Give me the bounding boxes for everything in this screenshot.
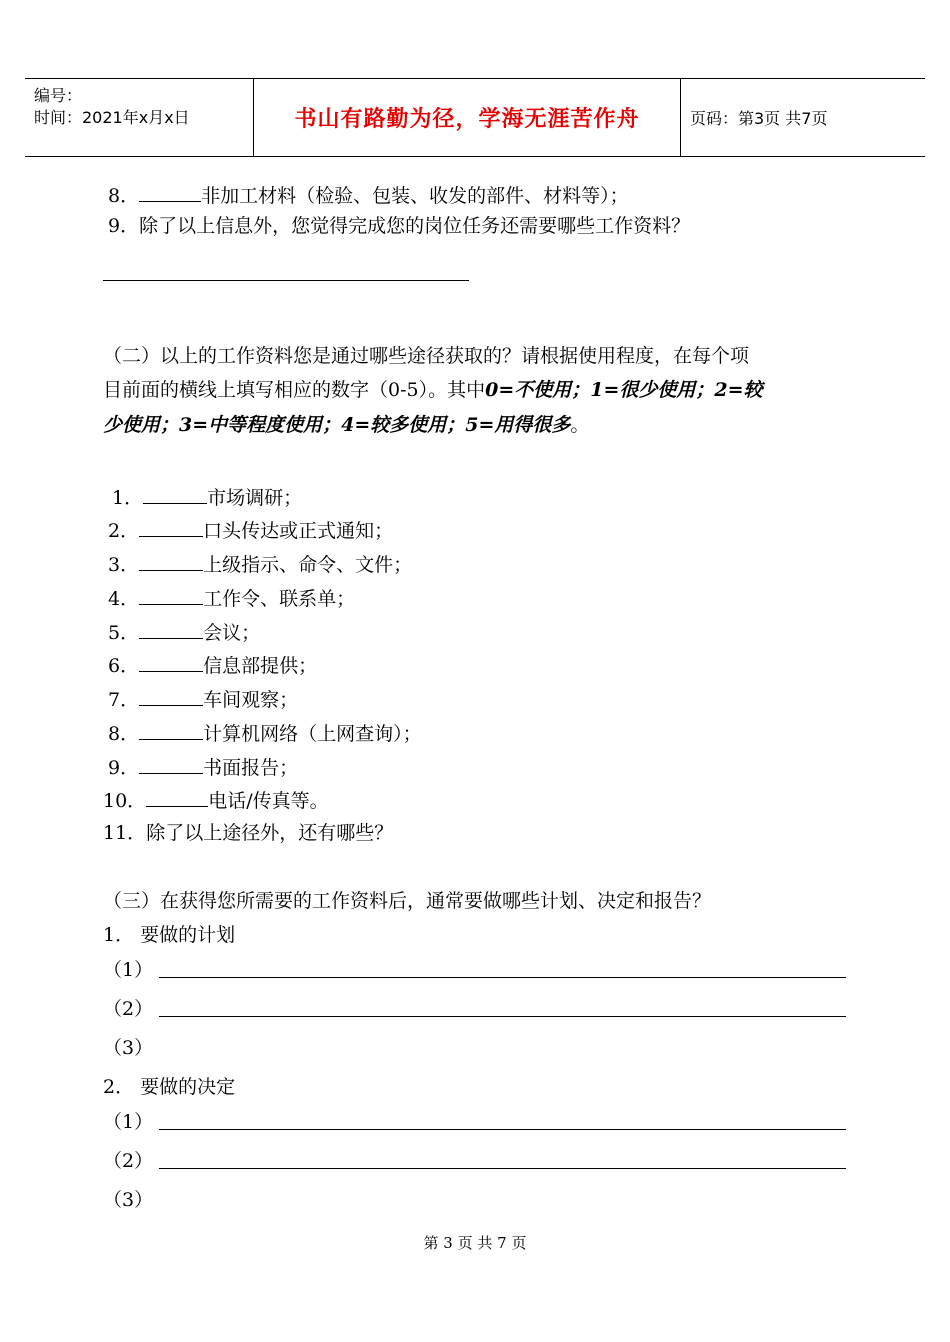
list-item	[103, 788, 329, 813]
section2-intro-line1: （二）以上的工作资料您是通过哪些途径获取的？请根据使用程度，在每个项	[103, 345, 750, 367]
item-number: 11．	[103, 822, 147, 844]
section3-intro: （三）在获得您所需要的工作资料后，通常要做哪些计划、决定和报告？	[103, 890, 712, 912]
item-number: 3．	[108, 554, 140, 576]
answer-blank[interactable]	[139, 721, 203, 740]
answer-blank[interactable]	[139, 552, 203, 571]
document-header	[25, 78, 925, 157]
answer-blank[interactable]	[139, 755, 203, 774]
sub-label: （2）	[103, 1150, 154, 1172]
item-text: 计算机网络（上网查询）；	[203, 723, 422, 745]
page-footer: 第 3 页 共 7 页	[423, 1234, 527, 1252]
item-number: 7．	[108, 689, 140, 711]
item-number: 9．	[108, 215, 140, 237]
item-number: 8．	[108, 185, 140, 207]
answer-blank[interactable]	[143, 485, 207, 504]
answer-blank[interactable]	[146, 788, 208, 807]
header-page-cell	[680, 79, 925, 156]
list-item	[112, 485, 302, 510]
answer-blank[interactable]	[139, 183, 201, 202]
item-text: 车间观察；	[203, 689, 299, 711]
plan-title: 1． 要做的计划	[103, 924, 236, 946]
item-number: 6．	[108, 655, 140, 677]
list-item	[108, 183, 629, 208]
item-text: 市场调研；	[207, 487, 303, 509]
time-label: 时间：2021年x月x日	[34, 108, 190, 127]
answer-blank[interactable]	[139, 518, 203, 537]
list-item	[108, 653, 317, 678]
item-text: 书面报告；	[203, 757, 299, 779]
sub-label: （2）	[103, 998, 154, 1020]
sub-label: （3）	[103, 1037, 154, 1059]
list-item	[103, 821, 393, 845]
item-number: 1．	[112, 487, 144, 509]
intro-plain: 目前面的横线上填写相应的数字（0-5）。其中	[103, 379, 486, 401]
section2-intro-line2	[103, 378, 763, 402]
scale-legend: 0=不使用；1=很少使用；2=较	[485, 379, 763, 401]
item-number: 2．	[108, 520, 140, 542]
item-text: 上级指示、命令、文件；	[203, 554, 413, 576]
item-text: 工作令、联系单；	[203, 588, 356, 610]
scale-legend: 少使用；3=中等程度使用；4=较多使用；5=用得很多	[103, 414, 571, 436]
item-number: 4．	[108, 588, 140, 610]
answer-blank[interactable]	[139, 586, 203, 605]
list-item	[108, 687, 298, 712]
answer-blank[interactable]	[139, 620, 203, 639]
decision-title: 2． 要做的决定	[103, 1076, 236, 1098]
answer-blank[interactable]	[139, 653, 203, 672]
answer-line[interactable]	[103, 280, 469, 281]
sub-label: （1）	[103, 1111, 154, 1133]
list-item	[108, 518, 393, 543]
answer-blank[interactable]	[139, 687, 203, 706]
list-item	[108, 214, 690, 238]
item-text: 除了以上信息外，您觉得完成您的岗位任务还需要哪些工作资料？	[139, 215, 691, 237]
item-number: 10．	[103, 790, 147, 812]
number-label: 编号：	[34, 86, 83, 105]
answer-line[interactable]	[159, 1129, 846, 1130]
answer-line[interactable]	[159, 977, 846, 978]
item-number: 9．	[108, 757, 140, 779]
item-text: 非加工材料（检验、包装、收发的部件、材料等）；	[201, 185, 629, 207]
sub-label: （1）	[103, 959, 154, 981]
section2-intro-line3	[103, 413, 589, 437]
list-item	[108, 620, 260, 645]
list-item	[108, 552, 412, 577]
item-number: 8．	[108, 723, 140, 745]
list-item	[108, 755, 298, 780]
answer-line[interactable]	[159, 1016, 846, 1017]
answer-line[interactable]	[159, 1168, 846, 1169]
sub-label: （3）	[103, 1189, 154, 1211]
intro-end: 。	[570, 414, 590, 436]
item-text: 会议；	[203, 622, 261, 644]
header-motto-cell	[253, 79, 681, 156]
header-meta-cell	[25, 79, 253, 156]
list-item	[108, 721, 422, 746]
item-text: 信息部提供；	[203, 655, 318, 677]
item-text: 口头传达或正式通知；	[203, 520, 394, 542]
page-info: 页码：第3页 共7页	[690, 109, 828, 128]
item-text: 除了以上途径外，还有哪些？	[146, 822, 394, 844]
item-number: 5．	[108, 622, 140, 644]
item-text: 电话/传真等。	[208, 790, 329, 812]
list-item	[108, 586, 355, 611]
motto: 书山有路勤为径，学海无涯苦作舟	[294, 107, 640, 132]
